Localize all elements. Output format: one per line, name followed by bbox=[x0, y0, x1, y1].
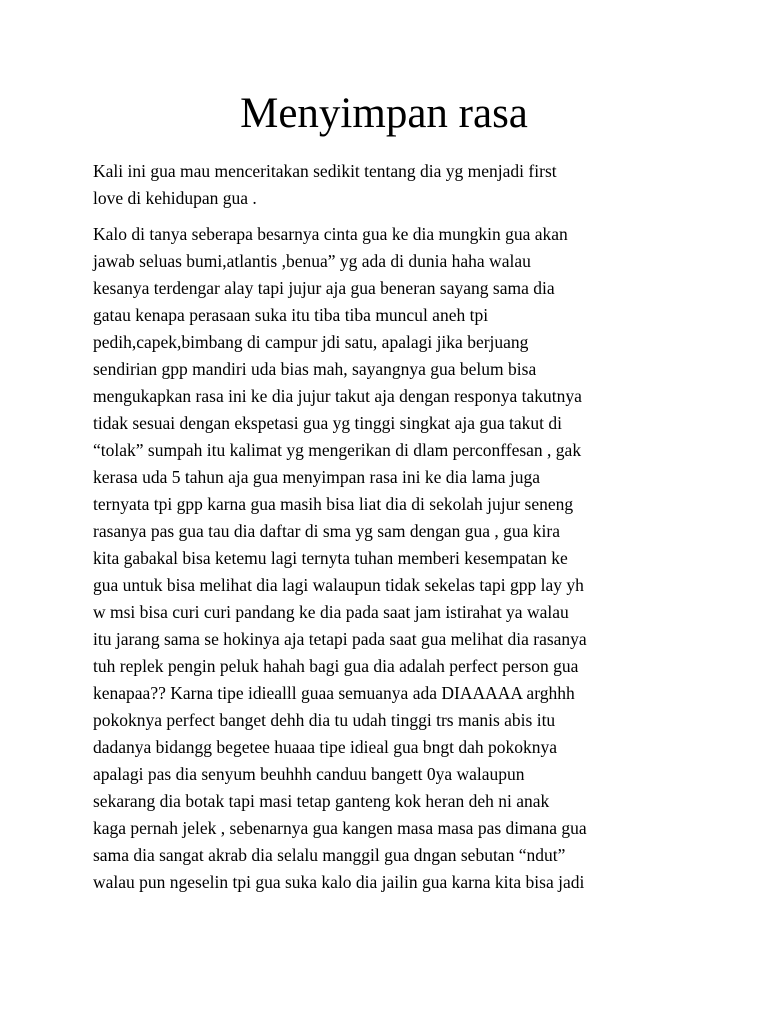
paragraph-1 bbox=[93, 158, 693, 212]
text-line: itu jarang sama se hokinya aja tetapi pada saat gua melihat dia rasanya bbox=[93, 629, 587, 649]
text-line: w msi bisa curi curi pandang ke dia pada saat jam istirahat ya walau bbox=[93, 602, 569, 622]
text-line: jawab seluas bumi,atlantis ,benua” yg ada di dunia haha walau bbox=[93, 251, 531, 271]
text-line: apalagi pas dia senyum beuhhh canduu bangett 0ya walaupun bbox=[93, 764, 525, 784]
text-line: tidak sesuai dengan ekspetasi gua yg tinggi singkat aja gua takut di bbox=[93, 413, 562, 433]
text-line: tuh replek pengin peluk hahah bagi gua dia adalah perfect person gua bbox=[93, 656, 579, 676]
text-line: mengukapkan rasa ini ke dia jujur takut aja dengan responya takutnya bbox=[93, 386, 582, 406]
text-line: kerasa uda 5 tahun aja gua menyimpan rasa ini ke dia lama juga bbox=[93, 467, 541, 487]
text-line: kenapaa?? Karna tipe idiealll guaa semuanya ada DIAAAAA arghhh bbox=[93, 683, 575, 703]
text-line: pedih,capek,bimbang di campur jdi satu, apalagi jika berjuang bbox=[93, 332, 529, 352]
text-line: kesanya terdengar alay tapi jujur aja gua beneran sayang sama dia bbox=[93, 278, 555, 298]
text-line: rasanya pas gua tau dia daftar di sma yg sam dengan gua , gua kira bbox=[93, 521, 560, 541]
text-line: sekarang dia botak tapi masi tetap ganteng kok heran deh ni anak bbox=[93, 791, 550, 811]
text-line: dadanya bidangg begetee huaaa tipe idieal gua bngt dah pokoknya bbox=[93, 737, 558, 757]
paragraph-spacer bbox=[93, 212, 693, 221]
text-line: sendirian gpp mandiri uda bias mah, sayangnya gua belum bisa bbox=[93, 359, 537, 379]
text-line: gatau kenapa perasaan suka itu tiba tiba muncul aneh tpi bbox=[93, 305, 489, 325]
text-line: Kali ini gua mau menceritakan sedikit tentang dia yg menjadi first bbox=[93, 161, 557, 181]
text-line: kaga pernah jelek , sebenarnya gua kangen masa masa pas dimana gua bbox=[93, 818, 587, 838]
document-title: Menyimpan rasa bbox=[240, 90, 528, 137]
document-body bbox=[93, 158, 693, 896]
text-line: walau pun ngeselin tpi gua suka kalo dia jailin gua karna kita bisa jadi bbox=[93, 872, 585, 892]
text-line: sama dia sangat akrab dia selalu manggil gua dngan sebutan “ndut” bbox=[93, 845, 566, 865]
text-line: “tolak” sumpah itu kalimat yg mengerikan di dlam perconffesan , gak bbox=[93, 440, 582, 460]
text-line: Kalo di tanya seberapa besarnya cinta gua ke dia mungkin gua akan bbox=[93, 224, 568, 244]
text-line: pokoknya perfect banget dehh dia tu udah tinggi trs manis abis itu bbox=[93, 710, 556, 730]
text-line: kita gabakal bisa ketemu lagi ternyta tuhan memberi kesempatan ke bbox=[93, 548, 568, 568]
text-line: ternyata tpi gpp karna gua masih bisa liat dia di sekolah jujur seneng bbox=[93, 494, 574, 514]
paragraph-2 bbox=[93, 221, 693, 896]
text-line: love di kehidupan gua . bbox=[93, 188, 257, 208]
text-line: gua untuk bisa melihat dia lagi walaupun tidak sekelas tapi gpp lay yh bbox=[93, 575, 584, 595]
